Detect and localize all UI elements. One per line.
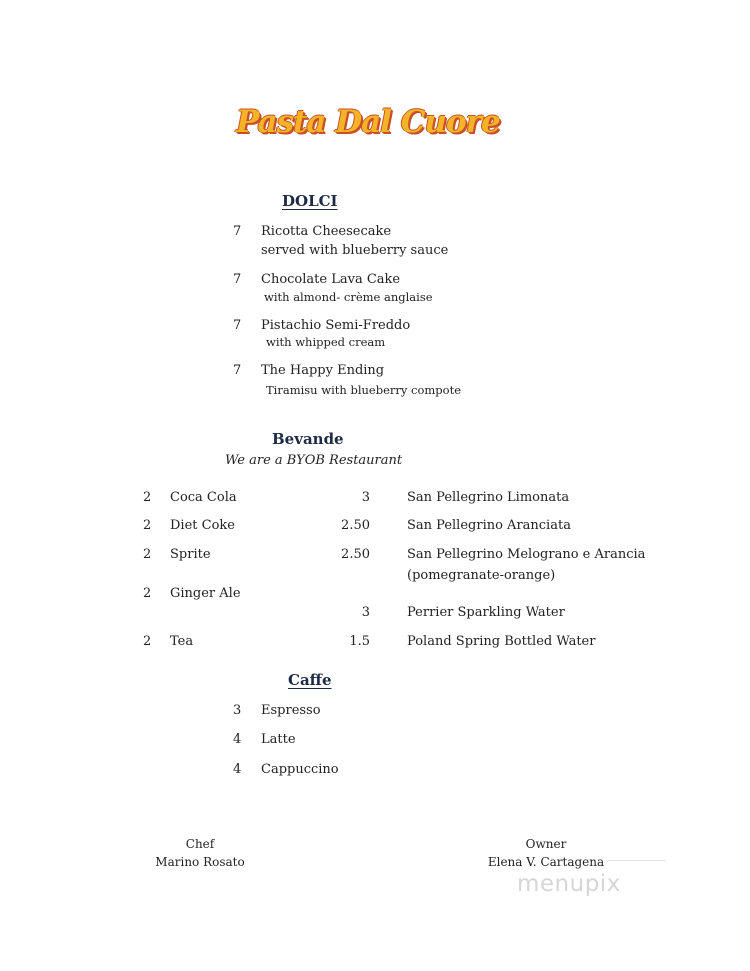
drink-name: San Pellegrino Melograno e Arancia (407, 547, 646, 562)
drink-price: 2 (143, 518, 152, 533)
drink-price: 2 (143, 634, 152, 649)
dolci-item-name: The Happy Ending (261, 363, 385, 378)
dolci-item-price: 7 (233, 272, 242, 287)
drink-price: 2 (143, 586, 152, 601)
dolci-item-desc: with whipped cream (266, 335, 386, 349)
drink-price: 2.50 (341, 547, 370, 562)
drink-name: Diet Coke (170, 518, 235, 533)
caffe-item-name: Latte (261, 732, 296, 747)
chef-title: Chef (185, 837, 215, 851)
caffe-heading: Caffe (288, 671, 332, 689)
drink-name: Sprite (170, 547, 211, 562)
caffe-item-name: Cappuccino (261, 762, 339, 777)
drink-price: 3 (361, 490, 370, 505)
dolci-item-name: Chocolate Lava Cake (261, 272, 401, 287)
chef-name: Marino Rosato (155, 855, 245, 869)
dolci-item-price: 7 (233, 363, 242, 378)
drink-name: Poland Spring Bottled Water (407, 634, 596, 649)
caffe-item-price: 3 (233, 703, 242, 718)
drink-price: 3 (361, 605, 370, 620)
bevande-heading: Bevande (272, 430, 344, 448)
owner-title: Owner (525, 837, 567, 851)
dolci-item-desc: Tiramisu with blueberry compote (266, 383, 462, 397)
drink-name: Tea (170, 634, 194, 649)
dolci-item-desc: with almond- crème anglaise (264, 290, 433, 304)
drink-name: Coca Cola (170, 490, 237, 505)
dolci-heading: DOLCI (282, 192, 338, 210)
dolci-item-price: 7 (233, 224, 242, 239)
caffe-item-name: Espresso (261, 703, 321, 718)
watermark-line (608, 860, 666, 861)
dolci-item-name: Pistachio Semi-Freddo (261, 318, 411, 333)
drink-name: San Pellegrino Aranciata (407, 518, 571, 533)
drink-price: 2 (143, 490, 152, 505)
drink-name: Perrier Sparkling Water (407, 605, 565, 620)
drink-price: 1.5 (349, 634, 370, 649)
caffe-item-price: 4 (233, 762, 242, 777)
dolci-item-price: 7 (233, 318, 242, 333)
restaurant-logo: Pasta Dal Cuore (236, 104, 500, 140)
drink-price: 2 (143, 547, 152, 562)
drink-name: Ginger Ale (170, 586, 241, 601)
menupix-watermark: menupix (517, 871, 621, 897)
drink-name: San Pellegrino Limonata (407, 490, 570, 505)
dolci-item-desc: served with blueberry sauce (261, 243, 449, 258)
byob-note: We are a BYOB Restaurant (225, 453, 403, 468)
drink-name-translation: (pomegranate-orange) (407, 568, 556, 583)
owner-name: Elena V. Cartagena (487, 855, 605, 869)
caffe-item-price: 4 (233, 732, 242, 747)
dolci-item-name: Ricotta Cheesecake (261, 224, 392, 239)
drink-price: 2.50 (341, 518, 370, 533)
